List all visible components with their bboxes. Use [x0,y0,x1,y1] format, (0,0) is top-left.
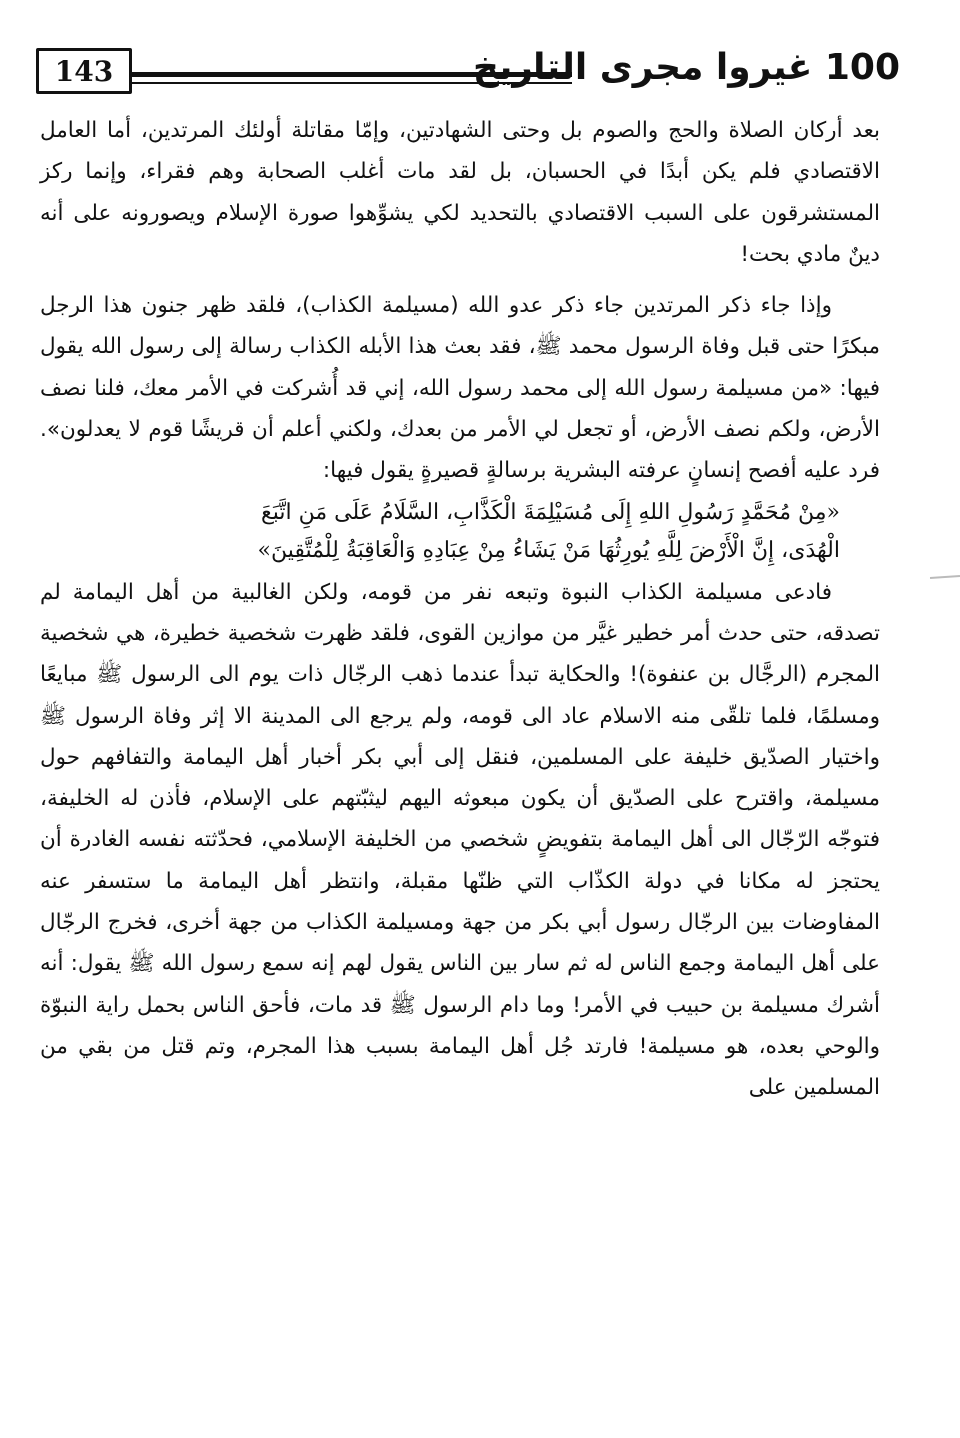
paragraph-1: بعد أركان الصلاة والحج والصوم بل وحتى الشهادتين، وإمّا مقاتلة أولئك المرتدين، أما العامل الاقتصادي فلم يكن أبدًا في الحسبان، بل لقد مات أغلب الصحابة وهم فقراء، وإنما ركز المستشرقون على السبب الاقتصادي بالتحديد لكي يشوِّهوا صورة الإسلام ويصورونه على أنه دينٌ مادي بحت! [40,118,880,267]
page-number: 143 [36,48,132,94]
quote-line-2: الْهُدَى، إِنَّ الْأَرْضَ لِلَّهِ يُورِثُهَا مَنْ يَشَاءُ مِنْ عِبَادِهِ وَالْعَاقِبَةُ لِلْمُتَّقِينَ» [257,537,840,563]
page-body [40,110,880,1109]
page-header [28,38,898,96]
paragraph-3: فادعى مسيلمة الكذاب النبوة وتبعه نفر من قومه، ولكن الغالبية من أهل اليمامة لم تصدقه، حتى حدث أمر خطير غيَّر من موازين القوى، فلقد ظهرت شخصية خطيرة، هي شخصية المجرم (الرجَّال بن عنفوة)! والحكاية تبدأ عندما ذهب الرجّال ذات يوم الى الرسول ﷺ مبايعًا ومسلمًا، فلما تلقّى منه الاسلام عاد الى قومه، ولم يرجع الى المدينة الا إثر وفاة الرسول ﷺ واختيار الصدّيق خليفة على المسلمين، فنقل إلى أبي بكر أخبار أهل اليمامة والتفافهم حول مسيلمة، واقترح على الصدّيق أن يكون مبعوثه اليهم ليثبّتهم على الإسلام، فأذن له الخليفة، فتوجّه الرّجّال الى أهل اليمامة بتفويضٍ شخصي من الخليفة الإسلامي، فحدّثته نفسه الغادرة أن يحتجز له مكانا في دولة الكذّاب التي ظنّها مقبلة، وانتظر أهل اليمامة ما ستسفر عنه المفاوضات بين الرجّال رسول أبي بكر من جهة ومسيلمة الكذاب من جهة أخرى، فخرج الرجّال على أهل اليمامة وجمع الناس له ثم سار بين الناس يقول لهم إنه سمع رسول الله ﷺ يقول: أنه أشرك مسيلمة بن حبيب في الأمر! وما دام الرسول ﷺ قد مات، فأحق الناس بحمل راية النبوّة والوحي بعده، هو مسيلمة! فارتد جُل أهل اليمامة بسبب هذا المجرم، وتم قتل من بقي من المسلمين على [40,579,880,1101]
scan-margin-mark [930,575,960,579]
book-title: 100 غيروا مجرى التاريخ [472,47,900,88]
paragraph-2: وإذا جاء ذكر المرتدين جاء ذكر عدو الله (مسيلمة الكذاب)، فلقد ظهر جنون هذا الرجل مبكرًا حتى قبل وفاة الرسول محمد ﷺ، فقد بعث هذا الأبله الكذاب رسالة إلى رسول الله يقول فيها: «من مسيلمة رسول الله إلى محمد رسول الله، إني قد أُشركت في الأمر معك، فلنا نصف الأرض، ولكم نصف الأرض، أو تجعل لي الأمر من بعدك، ولكني أعلم أن قريشًا قوم لا يعدلون». فرد عليه أفصح إنسانٍ عرفته البشرية برسالةٍ قصيرةٍ يقول فيها: [40,293,880,484]
quote-line-1: «مِنْ مُحَمَّدٍ رَسُولِ اللهِ إِلَى مُسَيْلِمَةَ الْكَذَّابِ، السَّلَامُ عَلَى مَنِ اتَّبَعَ [261,499,840,525]
prophet-letter-quote [40,494,840,570]
